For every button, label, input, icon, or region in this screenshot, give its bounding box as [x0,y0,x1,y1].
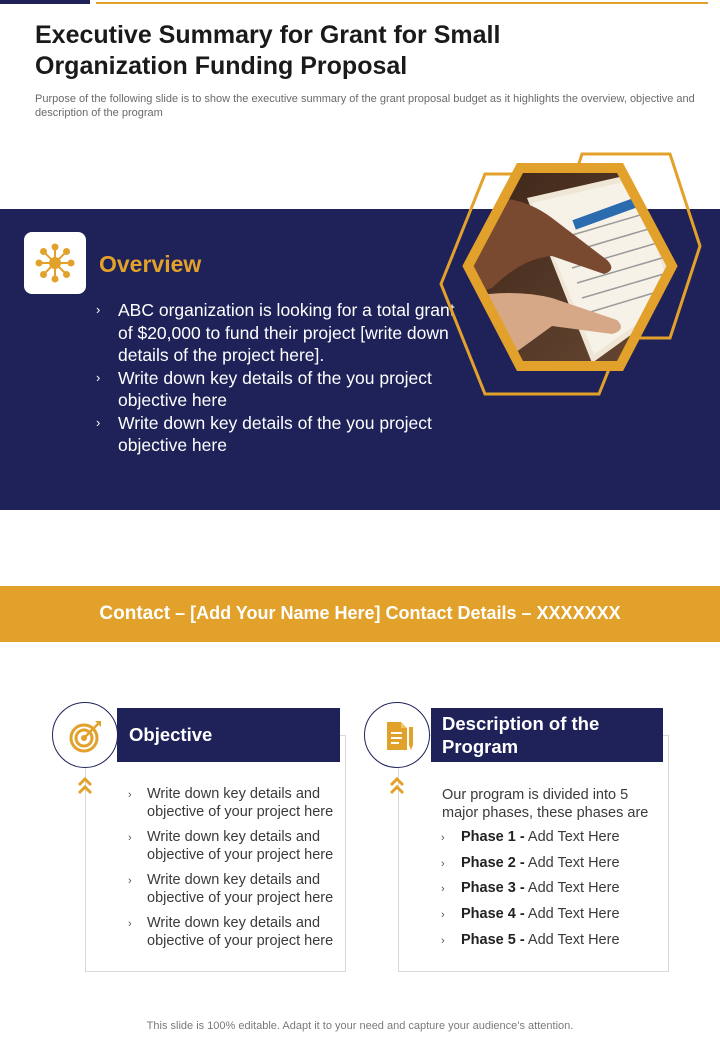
chevron-right-icon: › [441,934,445,947]
chevron-up-icon [77,776,93,796]
contact-banner [0,586,720,642]
list-item: › Phase 4 - Add Text Here [441,906,620,923]
list-item: › ABC organization is looking for a total grant of $20,000 to fund their project [write down details of the project here]. [96,300,455,365]
program-title: Description of the Program [431,708,663,762]
target-arrow-icon [69,719,103,753]
contact-details: – [Add Your Name Here] Contact Details – XXXXXXX [170,603,621,623]
list-item: › Write down key details and objective of your project here [128,829,334,863]
contact-label: Contact [99,603,171,624]
document-pen-icon [381,719,415,753]
chevron-right-icon: › [128,832,132,844]
program-intro: Our program is divided into 5 major phases, these phases are [442,787,649,821]
page-title: Executive Summary for Grant for Small Organization Funding Proposal [35,21,501,80]
program-icon-circle [364,702,430,768]
list-item: › Write down key details and objective of your project here [128,915,334,949]
list-item: › Write down key details of the you project objective here [96,367,432,410]
chevron-right-icon: › [441,832,445,844]
overview-list [96,299,466,457]
objective-title: Objective [117,708,340,762]
objective-icon-circle [52,702,118,768]
list-item: › Write down key details of the you project objective here [96,412,432,455]
footer-note: This slide is 100% editable. Adapt it to your need and capture your audience’s attention. [146,1020,574,1032]
chevron-right-icon: › [441,857,445,870]
chevron-right-icon: › [441,883,445,896]
list-item: › Write down key details and objective of your project here [128,786,334,820]
chevron-right-icon: › [441,909,445,922]
list-item: › Phase 1 - Add Text Here [441,829,620,845]
list-item: › Write down key details and objective of your project here [128,872,334,906]
hands-pointing-at-document-photo [432,148,702,408]
network-hub-icon [35,243,75,283]
overview-icon-box [24,232,86,294]
top-accent-bar-navy [0,0,90,4]
chevron-right-icon: › [96,414,101,430]
list-item: › Phase 5 - Add Text Here [441,931,620,948]
page-subtitle: Purpose of the following slide is to show the executive summary of the grant proposal budget as it highlights the overview, objective and description of the program [35,93,695,119]
chevron-up-icon [389,776,405,796]
overview-photo-frame [432,148,702,408]
overview-heading: Overview [99,251,202,277]
objective-list [128,786,343,958]
chevron-right-icon: › [128,789,132,801]
chevron-right-icon: › [96,302,101,317]
list-item: › Phase 3 - Add Text Here [441,880,620,897]
chevron-right-icon: › [96,369,101,385]
top-accent-bar-gold [96,2,708,4]
chevron-right-icon: › [128,918,132,930]
list-item: › Phase 2 - Add Text Here [441,854,620,871]
contact-text [99,603,620,625]
phase-list [441,828,663,956]
chevron-right-icon: › [128,875,132,887]
